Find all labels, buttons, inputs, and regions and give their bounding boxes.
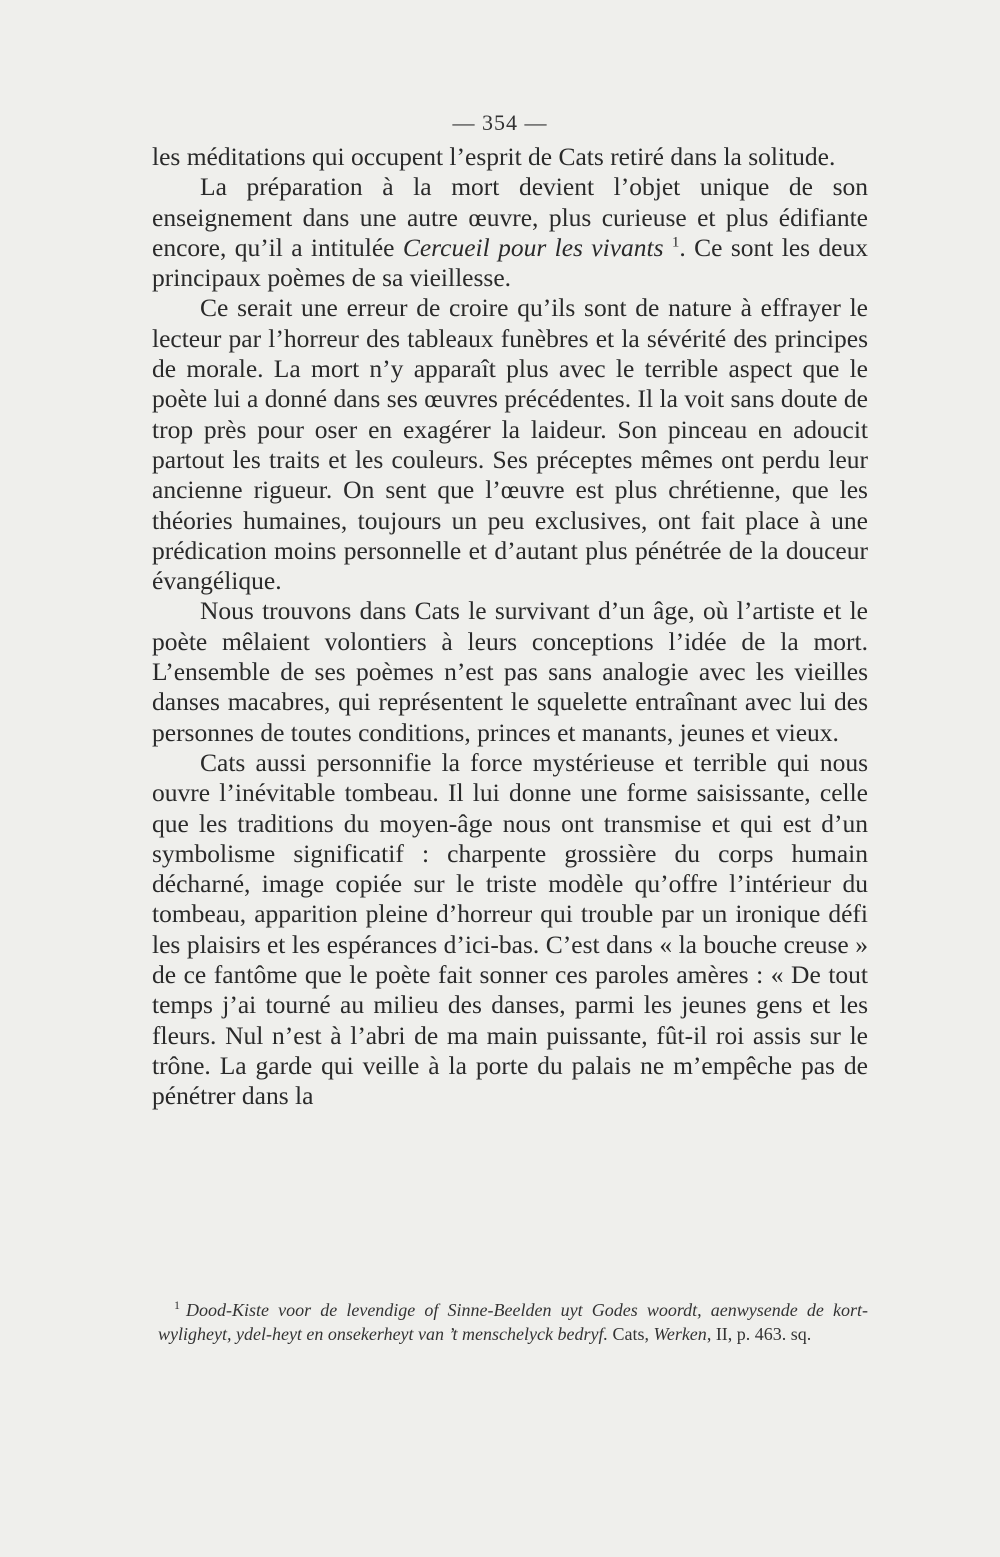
footnote-reference[interactable]: 1 xyxy=(671,234,680,251)
paragraph-erreur: Ce serait une erreur de croire qu’ils sont de nature à effrayer le lecteur par l’horreur des tableaux funèbres et la sévérité des principes de morale. La mort n’y apparaît plus avec le terrible aspect que le poète lui a donné dans ses œuvres précédentes. Il la voit sans doute de trop près pour oser en exagérer la laideur. Son pinceau en adoucit partout les traits et les couleurs. Ses préceptes mêmes ont perdu leur ancienne rigueur. On sent que l’œuvre est plus chrétienne, que les théories humaines, toujours un peu exclusives, ont fait place à une prédication moins personnelle et d’autant plus pénétrée de la douceur évangélique. xyxy=(152,293,868,596)
footnote-number: 1 xyxy=(174,1298,180,1312)
footnote-title: Dood-Kiste voor de levendige of Sinne-Beelden uyt Godes woordt, aenwysende de kort-wyligheyt, ydel-heyt en onsekerheyt van ’t menschelyck bedryf. xyxy=(158,1300,868,1344)
paragraph-survivant: Nous trouvons dans Cats le survivant d’un âge, où l’artiste et le poète mêlaient volontiers à leurs conceptions l’idée de la mort. L’ensemble de ses poèmes n’est pas sans analogie avec les vieilles danses macabres, qui représentent le squelette entraînant avec lui des personnes de toutes conditions, princes et manants, jeunes et vieux. xyxy=(152,596,868,747)
work-title: Cercueil pour les vivants xyxy=(402,232,664,262)
footnote-source-title: Werken xyxy=(653,1323,707,1344)
paragraph-personnifie: Cats aussi personnifie la force mystérieuse et terrible qui nous ouvre l’inévitable tombeau. Il lui donne une forme saisissante, celle que les traditions du moyen-âge nous ont transmise et qui est d’un symbolisme significatif : charpente grossière du corps humain décharné, image copiée sur le triste modèle qu’offre l’intérieur du tombeau, apparition pleine d’horreur qui trouble par un ironique défi les plaisirs et les espérances d’ici-bas. C’est dans « la bouche creuse » de ce fantôme que le poète fait sonner ces paroles amères : « De tout temps j’ai tourné au milieu des danses, parmi les jeunes gens et les fleurs. Nul n’est à l’abri de ma main puissante, fût-il roi assis sur le trône. La garde qui veille à la porte du palais ne m’empêche pas de pénétrer dans la xyxy=(152,747,868,1111)
footnote xyxy=(158,1299,868,1346)
paragraph-text: La préparation à la mort devient l’objet unique de son enseignement dans une autre œuvre, plus curieuse et plus édifiante encore, qu’il a intitulée xyxy=(152,172,868,262)
paragraph-preparation xyxy=(152,172,868,293)
body-text xyxy=(152,142,868,1112)
footnote-source: Cats, xyxy=(607,1323,654,1344)
paragraph-continuation: les méditations qui occupent l’esprit de Cats retiré dans la solitude. xyxy=(152,142,836,171)
paragraph-text: . Ce sont les deux principaux poèmes de sa vieillesse. xyxy=(152,232,869,293)
footnote-source-end: , II, p. 463. sq. xyxy=(706,1323,812,1344)
page-number: — 354 — xyxy=(452,110,548,135)
